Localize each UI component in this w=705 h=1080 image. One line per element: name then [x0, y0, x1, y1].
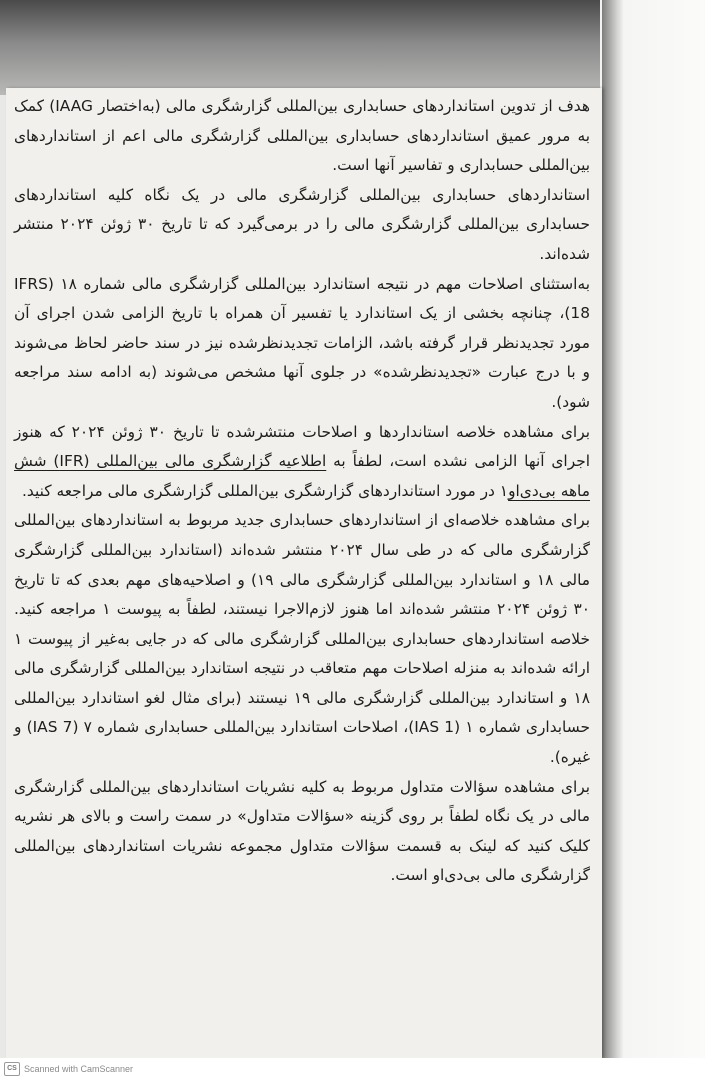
underlined-reference[interactable]: اطلاعیه گزارشگری مالی بین‌المللی (IFR) شش ماهه بی‌دی‌او	[14, 452, 590, 500]
scanner-footer	[0, 1058, 705, 1080]
paragraph-p5	[14, 506, 590, 772]
paragraph-p3	[14, 270, 590, 418]
paragraph-p4	[14, 418, 590, 507]
camscanner-logo-icon: CS	[4, 1062, 20, 1076]
paragraph-p2	[14, 181, 590, 270]
paragraph-text: به‌استثنای اصلاحات مهم در نتیجه استاندارد بین‌المللی گزارشگری مالی شماره ۱۸ (IFRS 18)، چنانچه بخشی از یک استاندارد یا تفسیر آن همراه با تاریخ الزامی شدن اجرای آن مورد تجدیدنظر قرار گرفته باشد، الزامات تجدیدنظرشده نیز در سند حاضر لحاظ می‌شوند و با درج عبارت «تجدیدنظرشده» در جلوی آنها مشخص می‌شوند (به ادامه سند مراجعه شود).	[14, 274, 590, 411]
paragraph-text: برای مشاهده خلاصه استانداردها و اصلاحات منتشرشده تا تاریخ ۳۰ ژوئن ۲۰۲۴ که هنوز اجرای آنها الزامی نشده است، لطفاً به	[14, 422, 590, 471]
paragraph-text: برای مشاهده سؤالات متداول مربوط به کلیه نشریات استانداردهای بین‌المللی گزارشگری مالی در یک نگاه لطفاً بر روی گزینه «سؤالات متداول» در سمت راست و بالای هر نشریه کلیک کنید که لینک به قسمت سؤالات متداول مجموعه نشریات استانداردهای بین‌المللی گزارشگری مالی بی‌دی‌او است.	[14, 777, 590, 885]
scanner-watermark-label: Scanned with CamScanner	[24, 1064, 134, 1074]
paragraph-text: استانداردهای حسابداری بین‌المللی گزارشگری مالی در یک نگاه کلیه استانداردهای حسابداری بین‌المللی گزارشگری مالی را در برمی‌گیرد که تا تاریخ ۳۰ ژوئن ۲۰۲۴ منتشر شده‌اند.	[14, 185, 590, 263]
paragraph-p6	[14, 773, 590, 891]
paper-edge-shadow	[602, 0, 624, 1060]
paragraph-p1	[14, 92, 590, 181]
paragraph-text: ۱ در مورد استانداردهای گزارشگری بین‌المللی گزارشگری مالی مراجعه کنید.	[22, 481, 509, 500]
document-body	[14, 92, 590, 891]
paragraph-text: برای مشاهده خلاصه‌ای از استانداردهای حسابداری جدید مربوط به استانداردهای بین‌المللی گزارشگری مالی که در طی سال ۲۰۲۴ منتشر شده‌اند (استاندارد بین‌المللی گزارشگری مالی ۱۸ و استاندارد بین‌المللی گزارشگری مالی ۱۹) و اصلاحیه‌های مهم بعدی که تا تاریخ ۳۰ ژوئن ۲۰۲۴ منتشر شده‌اند اما هنوز لازم‌الاجرا نیستند، لطفاً به پیوست ۱ مراجعه کنید. خلاصه استانداردهای حسابداری بین‌المللی گزارشگری مالی که در جایی به‌غیر از پیوست ۱ ارائه شده‌اند به منزله اصلاحات مهم متعاقب در نتیجه استاندارد بین‌المللی گزارشگری مالی ۱۸ و استاندارد بین‌المللی گزارشگری مالی ۱۹ نیستند (برای مثال لغو استاندارد بین‌المللی حسابداری شماره ۱ (IAS 1)، اصلاحات استاندارد بین‌المللی حسابداری شماره ۷ (IAS 7) و غیره).	[14, 511, 591, 767]
paragraph-text: هدف از تدوین استانداردهای حسابداری بین‌المللی گزارشگری مالی (به‌اختصار IAAG) کمک به مرور عمیق استانداردهای حسابداری بین‌المللی گزارشگری مالی اعم از استانداردهای بین‌المللی حسابداری و تفاسیر آنها است.	[14, 97, 590, 175]
